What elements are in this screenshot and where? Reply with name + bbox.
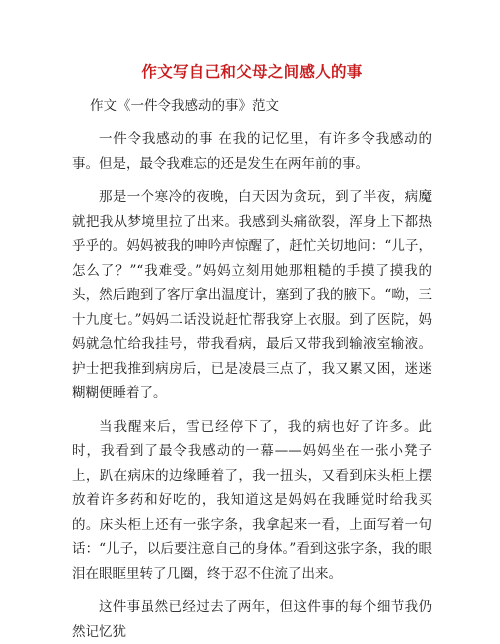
document-title: 作文写自己和父母之间感人的事 — [141, 62, 363, 81]
paragraph-4: 这件事虽然已经过去了两年，但这件事的每个细节我仍然记忆犹 — [72, 599, 432, 640]
paragraph-2: 那是一个寒冷的夜晚，白天因为贪玩，到了半夜，病魔就把我从梦境里拉了出来。我感到头痛欲裂，浑身上下都热乎乎的。妈妈被我的呻吟声惊醒了，赶忙关切地问：“儿子，怎么了？”“我难受。”妈妈立刻用她那粗糙的手摸了摸我的头，然后跑到了客厅拿出温度计，塞到了我的腋下。“呦，三十九度七。”妈妈二话没说赶忙帮我穿上衣服。到了医院，妈妈就急忙给我挂号，带我看病，最后又带我到输液室输液。护士把我推到病房后，已是凌晨三点了，我又累又困，迷迷糊糊便睡着了。 — [72, 189, 432, 401]
paragraph-1: 一件令我感动的事 在我的记忆里，有许多令我感动的事。但是，最令我难忘的还是发生在两年前的事。 — [72, 131, 432, 172]
paragraph-3: 当我醒来后，雪已经停下了，我的病也好了许多。此时，我看到了最令我感动的一幕——妈妈坐在一张小凳子上，趴在病床的边缘睡着了，我一扭头，又看到床头柜上摆放着许多药和好吃的，我知道这是妈妈在我睡觉时给我买的。床头柜上还有一张字条，我拿起来一看，上面写着一句话：“儿子，以后要注意自己的身体。”看到这张字条，我的眼泪在眼眶里转了几圈，终于忍不住流了出来。 — [72, 418, 432, 582]
document-subtitle: 作文《一件令我感动的事》范文 — [90, 98, 279, 114]
